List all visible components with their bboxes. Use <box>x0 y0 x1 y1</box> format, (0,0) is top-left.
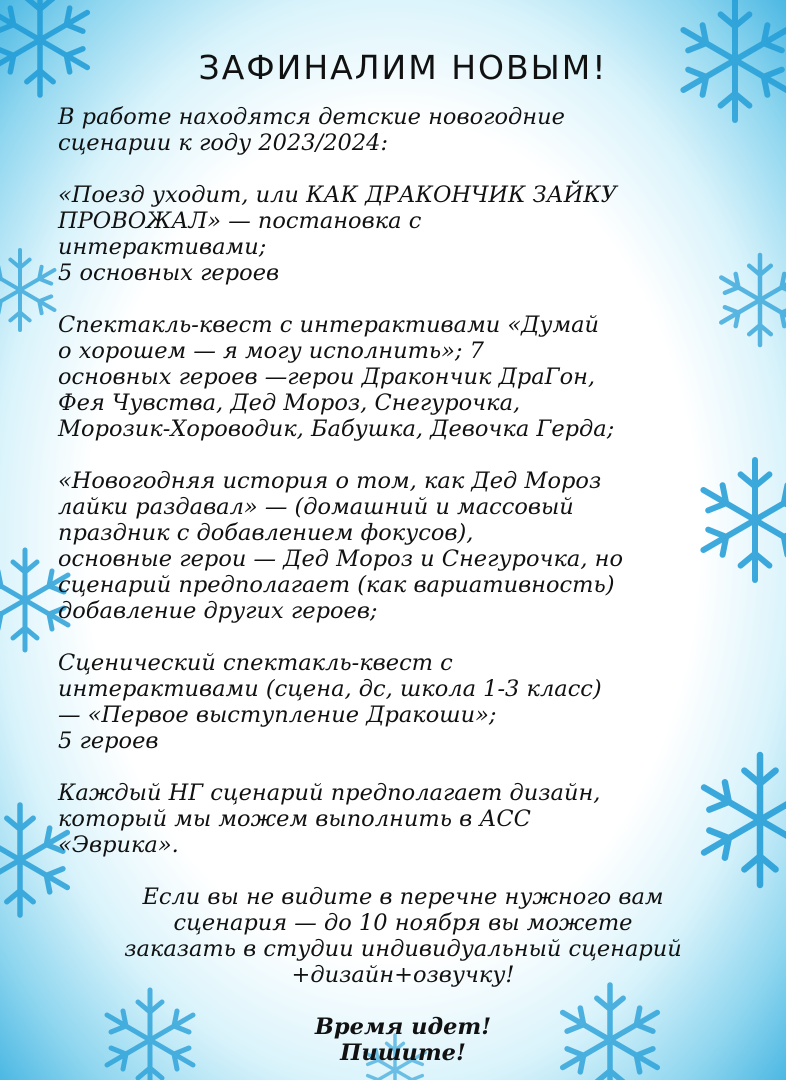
intro-text: В работе находятся детские новогодние сценарии к году 2023/2024: <box>58 104 565 156</box>
script-item: «Поезд уходит, или КАК ДРАКОНЧИК ЗАЙКУ ПРОВОЖАЛ» — постановка с интерактивами; 5 основных героев <box>58 182 617 286</box>
page-title: ЗАФИНАЛИМ НОВЫМ! <box>198 48 608 87</box>
script-item: Сценический спектакль-квест с интерактивами (сцена, дс, школа 1-3 класс) — «Первое выступление Дракоши»; 5 героев <box>58 650 602 754</box>
script-item: Спектакль-квест с интерактивами «Думай о хорошем — я могу исполнить»; 7 основных героев —герои Дракончик ДраГон, Фея Чувства, Дед Мороз, Снегурочка, Морозик-Хороводик, Бабушка, Девочка Герда; <box>58 312 615 442</box>
announcement-sheet <box>58 40 748 1092</box>
closing-call: Время идет! Пишите! <box>314 1014 492 1066</box>
snowflake-icon <box>0 250 54 330</box>
script-item: «Новогодняя история о том, как Дед Мороз лайки раздавал» — (домашний и массовый праздник с добавлением фокусов), основные герои — Дед Мороз и Снегурочка, но сценарий предполагает (как вариативность) добавление других героев; <box>58 468 624 624</box>
custom-script-offer: Если вы не видите в перечне нужного вам сценария — до 10 ноября вы можете заказать в студии индивидуальный сценарий +дизайн+озвучку! <box>124 884 682 988</box>
design-note: Каждый НГ сценарий предполагает дизайн, который мы можем выполнить в АСС «Эврика». <box>58 780 601 858</box>
